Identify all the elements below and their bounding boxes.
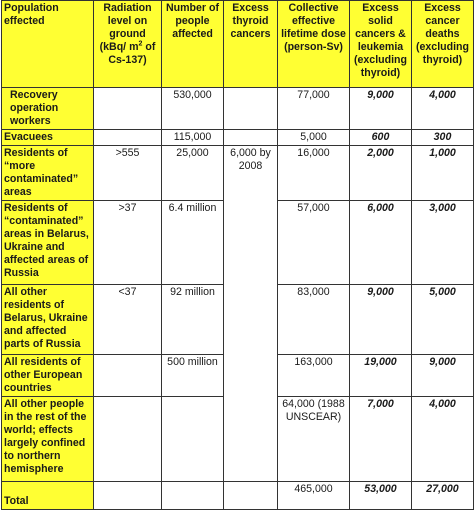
- row-solid: 6,000: [350, 201, 412, 285]
- total-deaths: 27,000: [412, 482, 474, 510]
- total-people: [162, 482, 224, 510]
- row-radiation: >555: [94, 146, 162, 201]
- row-solid: 2,000: [350, 146, 412, 201]
- row-dose: 16,000: [278, 146, 350, 201]
- row-group: All other people in the rest of the world; effects largely confined to northern hemisphere: [2, 397, 94, 482]
- row-deaths: 300: [412, 130, 474, 146]
- header-population: Population effected: [2, 1, 94, 88]
- row-deaths: 9,000: [412, 355, 474, 397]
- row-group: All residents of other European countries: [2, 355, 94, 397]
- row-dose: 5,000: [278, 130, 350, 146]
- row-people: 92 million: [162, 285, 224, 355]
- row-dose: 83,000: [278, 285, 350, 355]
- total-radiation: [94, 482, 162, 510]
- row-dose: 77,000: [278, 88, 350, 130]
- row-group: Residents of “more contaminated” areas: [2, 146, 94, 201]
- header-solid: Excess solid cancers & leukemia (excluding thyroid): [350, 1, 412, 88]
- row-thyroid: [224, 88, 278, 130]
- row-group: Recovery operation workers: [2, 88, 94, 130]
- row-dose: 64,000 (1988 UNSCEAR): [278, 397, 350, 482]
- header-thyroid: Excess thyroid cancers: [224, 1, 278, 88]
- row-solid: 600: [350, 130, 412, 146]
- row-deaths: 4,000: [412, 88, 474, 130]
- row-solid: 19,000: [350, 355, 412, 397]
- header-number: Number of people affected: [162, 1, 224, 88]
- row-radiation: <37: [94, 285, 162, 355]
- row-deaths: 1,000: [412, 146, 474, 201]
- row-people: [162, 397, 224, 482]
- row-people: 115,000: [162, 130, 224, 146]
- row-deaths: 3,000: [412, 201, 474, 285]
- total-row: [2, 482, 474, 510]
- row-dose: 163,000: [278, 355, 350, 397]
- chernobyl-effects-table: [1, 0, 474, 510]
- table-row: [2, 88, 474, 130]
- header-radiation-unit: of Cs-137): [108, 41, 156, 66]
- row-people: 530,000: [162, 88, 224, 130]
- row-radiation: [94, 397, 162, 482]
- row-radiation: >37: [94, 201, 162, 285]
- row-dose: 57,000: [278, 201, 350, 285]
- row-radiation: [94, 130, 162, 146]
- row-group: All other residents of Belarus, Ukraine and affected parts of Russia: [2, 285, 94, 355]
- table-row: [2, 146, 474, 201]
- row-solid: 9,000: [350, 88, 412, 130]
- header-radiation-sup: 2: [138, 40, 143, 48]
- header-deaths: Excess cancer deaths (excluding thyroid): [412, 1, 474, 88]
- header-radiation: [94, 1, 162, 88]
- row-people: 6.4 million: [162, 201, 224, 285]
- row-group: Evacuees: [2, 130, 94, 146]
- total-thyroid: [224, 482, 278, 510]
- row-radiation: [94, 355, 162, 397]
- row-group: Residents of “contaminated” areas in Belarus, Ukraine and affected areas of Russia: [2, 201, 94, 285]
- row-thyroid: [224, 130, 278, 146]
- total-solid: 53,000: [350, 482, 412, 510]
- row-radiation: [94, 88, 162, 130]
- table-row: [2, 130, 474, 146]
- row-deaths: 5,000: [412, 285, 474, 355]
- row-solid: 9,000: [350, 285, 412, 355]
- total-label: Total: [2, 482, 94, 510]
- thyroid-merged-cell: 6,000 by 2008: [224, 146, 278, 482]
- row-solid: 7,000: [350, 397, 412, 482]
- row-deaths: 4,000: [412, 397, 474, 482]
- row-people: 25,000: [162, 146, 224, 201]
- header-collective: Collective effective lifetime dose (person-Sv): [278, 1, 350, 88]
- total-dose: 465,000: [278, 482, 350, 510]
- header-radiation-text: Radiation level on ground (kBq/ m: [99, 2, 152, 53]
- row-people: 500 million: [162, 355, 224, 397]
- header-row: [2, 1, 474, 88]
